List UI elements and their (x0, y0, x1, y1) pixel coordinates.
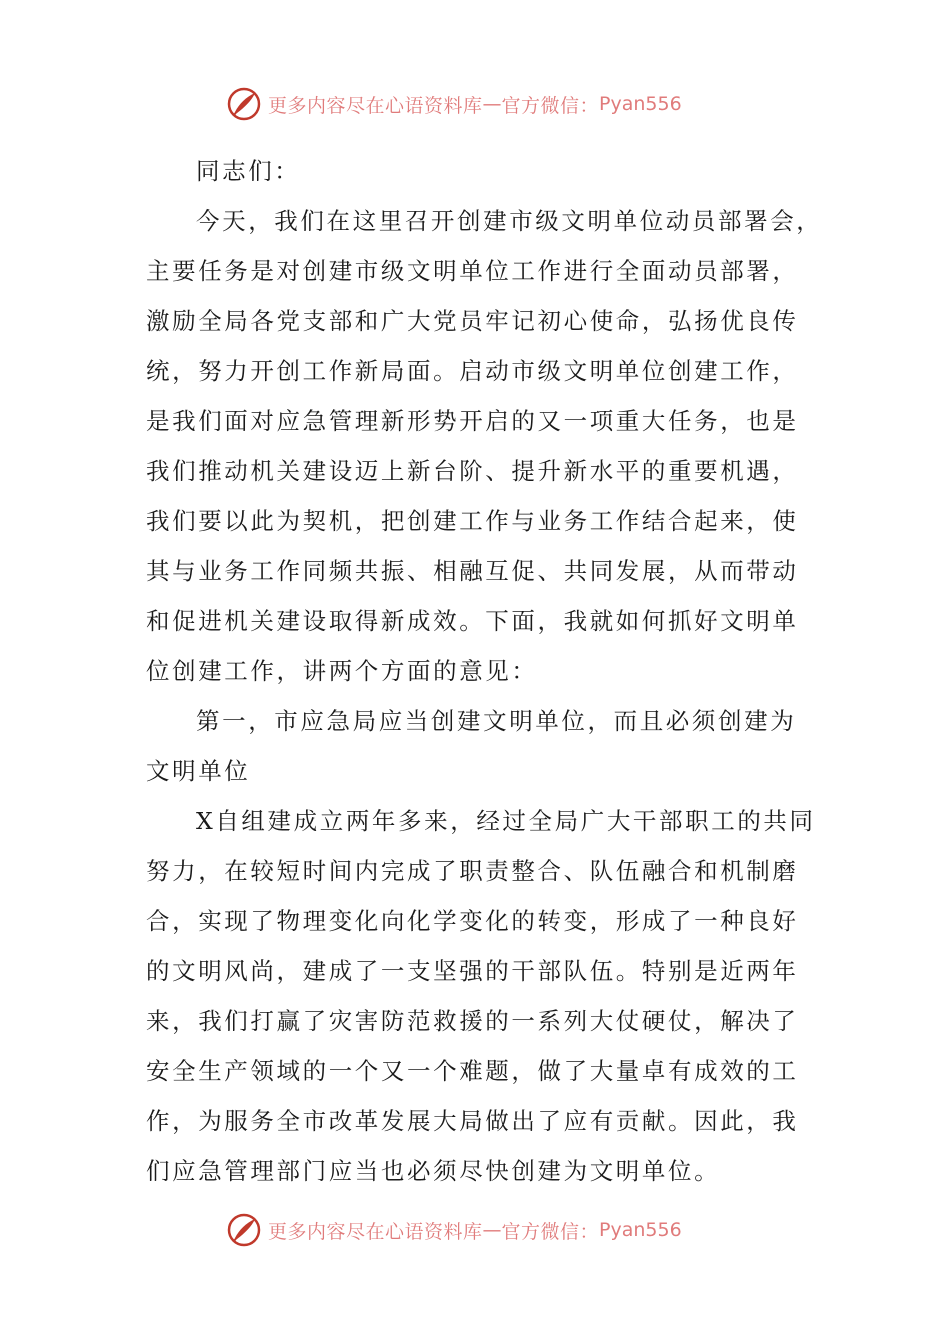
text-line: 的文明风尚，建成了一支坚强的干部队伍。特别是近两年 (146, 957, 799, 985)
paragraph-lines (146, 196, 823, 1196)
quill-logo-icon (226, 1212, 262, 1248)
text-line: 其与业务工作同频共振、相融互促、共同发展，从而带动 (146, 557, 799, 585)
text-line: 努力，在较短时间内完成了职责整合、队伍融合和机制磨 (146, 857, 799, 885)
wechat-label: 官方微信： (501, 1220, 600, 1243)
text-line: 安全生产领域的一个又一个难题，做了大量卓有成效的工 (146, 1057, 799, 1085)
watermark-banner-bottom (226, 1210, 682, 1250)
salutation: 同志们： (196, 157, 301, 185)
text-line: 们应急管理部门应当也必须尽快创建为文明单位。 (146, 1157, 721, 1185)
text-line: 第一，市应急局应当创建文明单位，而且必须创建为 (196, 707, 797, 735)
quill-logo-icon (226, 86, 262, 122)
watermark-text: 更多内容尽在心语资料库 (268, 94, 483, 117)
text-line: 位创建工作，讲两个方面的意见： (146, 657, 538, 685)
text-line: 今天，我们在这里召开创建市级文明单位动员部署会， (196, 207, 823, 235)
text-line: 主要任务是对创建市级文明单位工作进行全面动员部署， (146, 257, 799, 285)
wechat-id: Pyan556 (599, 1219, 682, 1241)
watermark-text: 更多内容尽在心语资料库 (268, 1220, 483, 1243)
text-line: 激励全局各党支部和广大党员牢记初心使命，弘扬优良传 (146, 307, 799, 335)
document-body (146, 146, 823, 1196)
wechat-id: Pyan556 (599, 93, 682, 115)
text-line: 来，我们打赢了灾害防范救援的一系列大仗硬仗，解决了 (146, 1007, 799, 1035)
text-line: 和促进机关建设取得新成效。下面，我就如何抓好文明单 (146, 607, 799, 635)
text-line: 作，为服务全市改革发展大局做出了应有贡献。因此，我 (146, 1107, 799, 1135)
text-line: 统，努力开创工作新局面。启动市级文明单位创建工作， (146, 357, 799, 385)
text-line: 合，实现了物理变化向化学变化的转变，形成了一种良好 (146, 907, 799, 935)
text-line: 我们要以此为契机，把创建工作与业务工作结合起来，使 (146, 507, 799, 535)
text-line: 是我们面对应急管理新形势开启的又一项重大任务，也是 (146, 407, 799, 435)
watermark-separator: — (482, 1219, 502, 1241)
text-line: 我们推动机关建设迈上新台阶、提升新水平的重要机遇， (146, 457, 799, 485)
wechat-label: 官方微信： (501, 94, 600, 117)
text-line: X自组建成立两年多来，经过全局广大干部职工的共同 (196, 807, 816, 835)
watermark-separator: — (482, 93, 502, 115)
watermark-banner-top (226, 84, 682, 124)
text-line: 文明单位 (146, 757, 251, 785)
